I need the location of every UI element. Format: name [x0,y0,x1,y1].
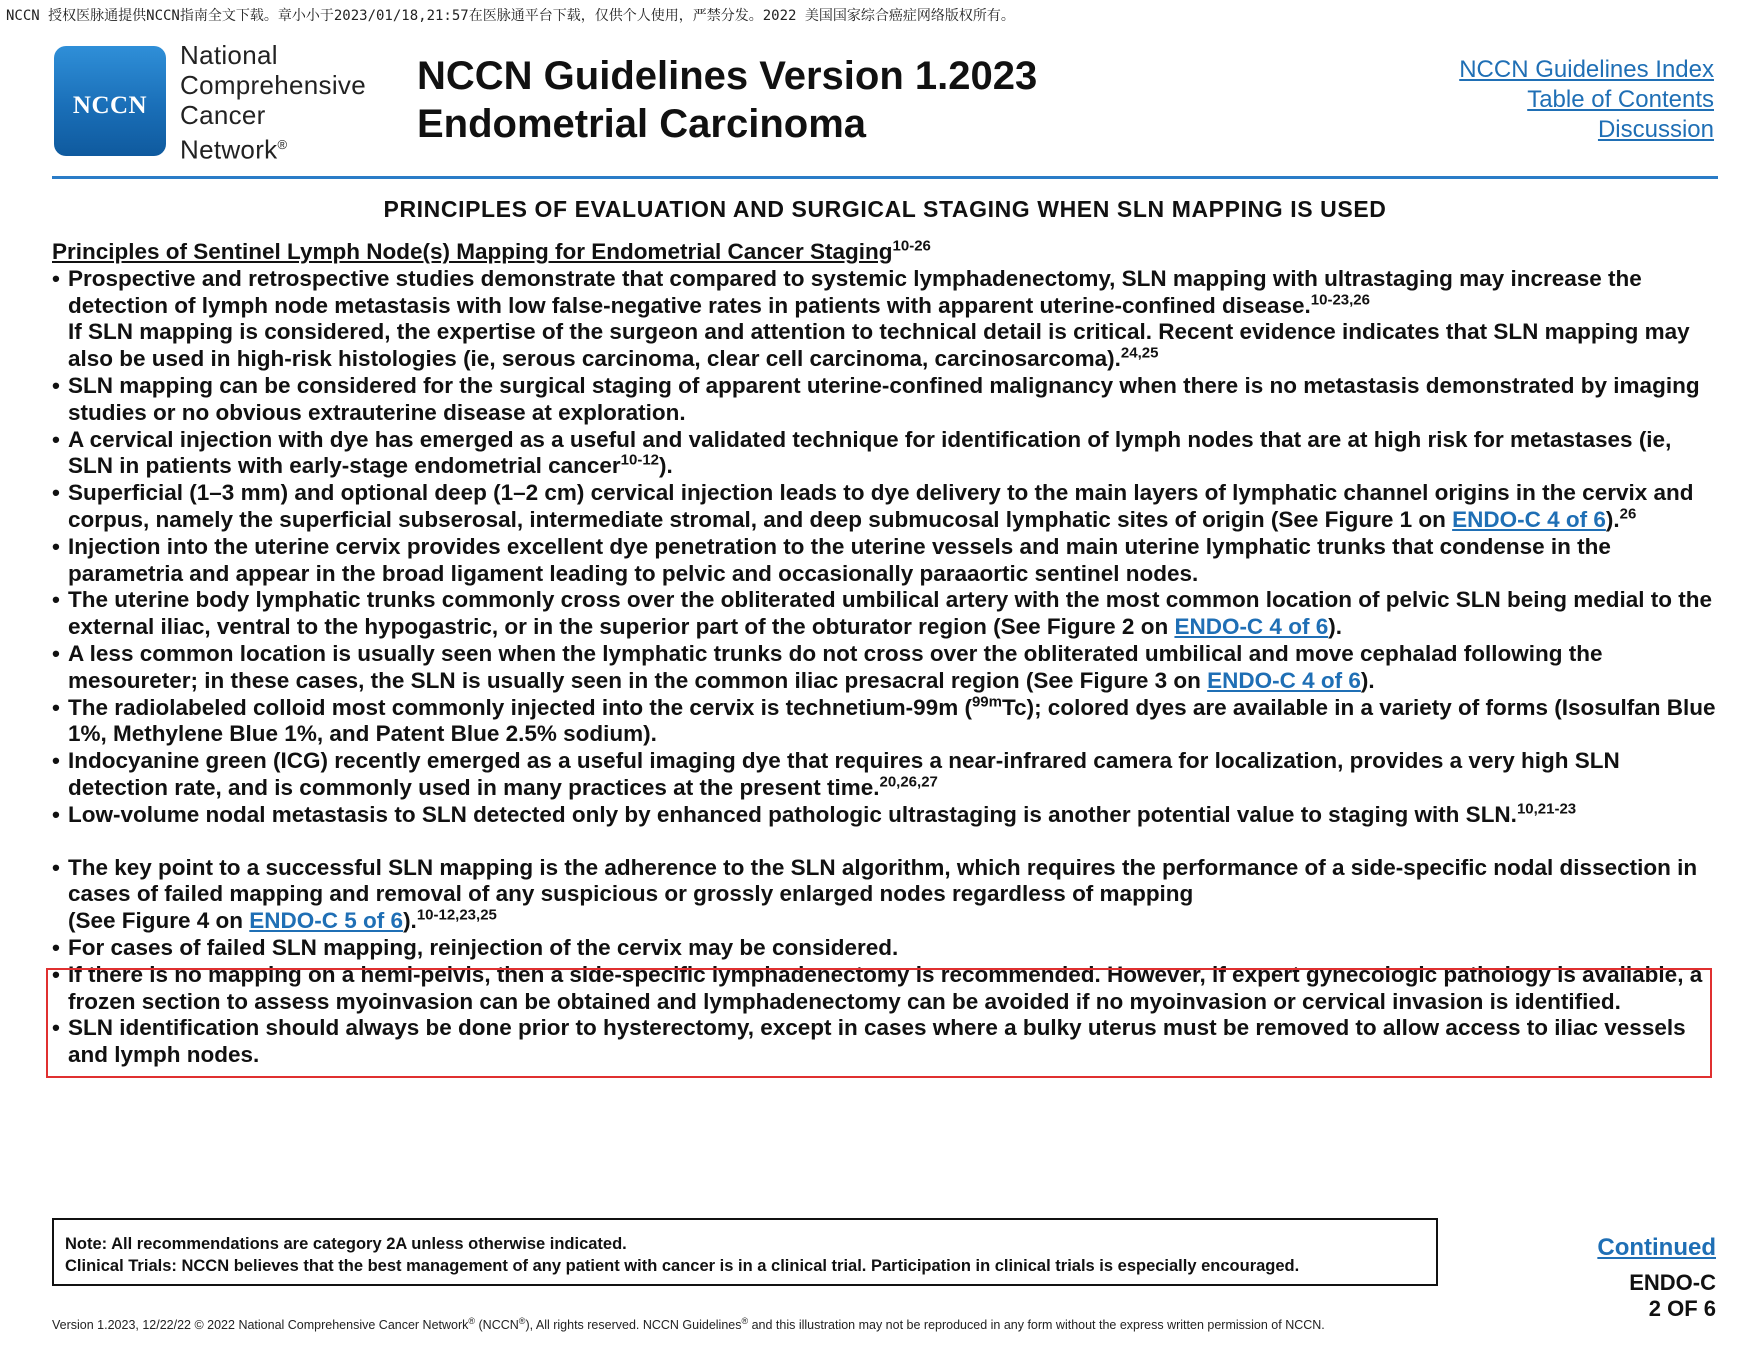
logo-text: NCCN [72,92,148,119]
sub-heading: Principles of Sentinel Lymph Node(s) Mapping for Endometrial Cancer Staging$^{10-26}$ [52,237,931,264]
note-box [52,1218,1438,1286]
page-title [417,52,1037,148]
guidelines-index-link[interactable]: NCCN Guidelines Index [1459,56,1714,83]
list-item: • Injection into the uterine cervix provides excellent dye penetration to the uterine vessels and main uterine lymphatic trunks that condense in the parametria and appear in the broad ligament leading to pelvic and occasionally paraaortic sentinel nodes. [52,534,1722,588]
org-name-line: Comprehensive [180,70,366,100]
discussion-link[interactable]: Discussion [1597,116,1714,143]
spacer [52,829,1722,855]
note-text: Note: All recommendations are category 2A unless otherwise indicated. [65,1235,627,1253]
org-name-line: National [180,40,278,70]
reference: 10-12,23,25 [416,906,497,924]
page-code: ENDO-C [1629,1270,1716,1295]
reference: 10-12 [620,451,660,469]
organization-name [180,40,366,165]
list-item: • SLN identification should always be done prior to hysterectomy, except in cases where a bulky uterus must be removed to allow access to iliac vessels and lymph nodes. [52,1015,1722,1069]
list-item: • The uterine body lymphatic trunks commonly cross over the obliterated umbilical artery with the most common location of pelvic SLN being medial to the external iliac, ventral to the hypogastric, or in the superior part of the obturator region (See Figure 2 on ENDO-C 4 of 6). [52,587,1722,641]
list-item: • A less common location is usually seen when the lymphatic trunks do not cross over the obliterated umbilical and move cephalad following the mesoureter; in these cases, the SLN is usually seen in the common iliac presacral region (See Figure 3 on ENDO-C 4 of 6). [52,641,1722,695]
principles-content [52,239,1722,1069]
download-watermark: NCCN 授权医脉通提供NCCN指南全文下载。章小小于2023/01/18,21:57在医脉通平台下载，仅供个人使用，严禁分发。2022 美国国家综合癌症网络版权所有。 [6,8,1015,24]
list-item: • Indocyanine green (ICG) recently emerged as a useful imaging dye that requires a near-infrared camera for localization, provides a very high SLN detection rate, and is commonly used in many practices at the present time.$^{20,26,27}$ [52,748,1722,802]
page-identifier [1629,1270,1716,1322]
endo-c-5-link[interactable]: ENDO-C 5 of 6 [249,908,404,934]
isotope-superscript: 99m [971,693,1002,711]
list-item: • The key point to a successful SLN mapping is the adherence to the SLN algorithm, which requires the performance of a side-specific nodal dissection in cases of failed mapping and removal of any suspicious or grossly enlarged nodes regardless of mapping (See Figure 4 on ENDO-C 5 of 6).$^{10-12,23,25}$ [52,855,1722,935]
section-heading: PRINCIPLES OF EVALUATION AND SURGICAL STAGING WHEN SLN MAPPING IS USED [383,196,1387,222]
reference: 10-23,26 [1310,291,1370,309]
reference: 20,26,27 [879,773,938,791]
list-item: • A cervical injection with dye has emerged as a useful and validated technique for identification of lymph nodes that are at high risk for metastases (ie, SLN in patients with early-stage endometrial cancer$^{10-12}$). [52,427,1722,481]
list-item: • Superficial (1–3 mm) and optional deep (1–2 cm) cervical injection leads to dye delivery to the main layers of lymphatic channel origins in the cervix and corpus, namely the superficial subserosal, intermediate stromal, and deep submucosal lymphatic sites of origin (See Figure 1 on ENDO-C 4 of 6).$^{26}$ [52,480,1722,534]
title-version: NCCN Guidelines Version 1.2023 [417,54,1038,98]
nccn-logo[interactable] [54,46,166,156]
list-item: • If there is no mapping on a hemi-pelvis, then a side-specific lymphadenectomy is recommended. However, if expert gynecologic pathology is available, a frozen section to assess myoinvasion can be obtained and lymphadenectomy can be avoided if no myoinvasion or cervical invasion is identified. [52,962,1722,1016]
table-of-contents-link[interactable]: Table of Contents [1527,86,1714,113]
title-disease: Endometrial Carcinoma [417,102,867,146]
org-name-line: Network® [180,134,288,165]
page-number: 2 OF 6 [1648,1296,1716,1321]
endo-c-4-link[interactable]: ENDO-C 4 of 6 [1174,614,1329,640]
reference: 24,25 [1120,344,1159,362]
copyright-footer: Version 1.2023, 12/22/22 © 2022 National Comprehensive Cancer Network® (NCCN®), All rights reserved. NCCN Guidelines® and this illustration may not be reproduced in any form without the express written permission of NCCN. [52,1316,1325,1333]
reference: 10,21-23 [1516,800,1577,818]
endo-c-4-link[interactable]: ENDO-C 4 of 6 [1452,506,1606,532]
reference: 10-26 [892,237,931,255]
reference: 26 [1619,505,1637,523]
list-item: • Prospective and retrospective studies demonstrate that compared to systemic lymphadenectomy, SLN mapping with ultrastaging may increase the detection of lymph node metastasis with low false-negative rates in patients with apparent uterine-confined disease.$^{10-23,26}$ If SLN mapping is considered, the expertise of the surgeon and attention to technical detail is critical. Recent evidence indicates that SLN mapping may also be used in high-risk histologies (ie, serous carcinoma, clear cell carcinoma, carcinosarcoma).$^{24,25}$ [52,266,1722,373]
org-name-line: Cancer [180,100,266,130]
list-item: • Low-volume nodal metastasis to SLN detected only by enhanced pathologic ultrastaging is another potential value to staging with SLN.$^{10,21-23}$ [52,802,1722,829]
list-item: • The radiolabeled colloid most commonly injected into the cervix is technetium-99m ($^{99m}$Tc); colored dyes are available in a variety of forms (Isosulfan Blue 1%, Methylene Blue 1%, and Patent Blue 2.5% sodium). [52,695,1722,749]
guideline-nav [1459,55,1714,145]
endo-c-4-link[interactable]: ENDO-C 4 of 6 [1207,667,1361,693]
list-item: • SLN mapping can be considered for the surgical staging of apparent uterine-confined malignancy when there is no metastasis demonstrated by imaging studies or no obvious extrauterine disease at exploration. [52,373,1722,427]
continued-link[interactable]: Continued [1597,1234,1716,1261]
list-item: • For cases of failed SLN mapping, reinjection of the cervix may be considered. [52,935,1722,962]
registered-mark: ® [277,137,288,152]
header-divider [52,176,1718,179]
clinical-trials-text: Clinical Trials: NCCN believes that the best management of any patient with cancer is in a clinical trial. Participation in clinical trials is especially encouraged. [65,1257,1300,1275]
